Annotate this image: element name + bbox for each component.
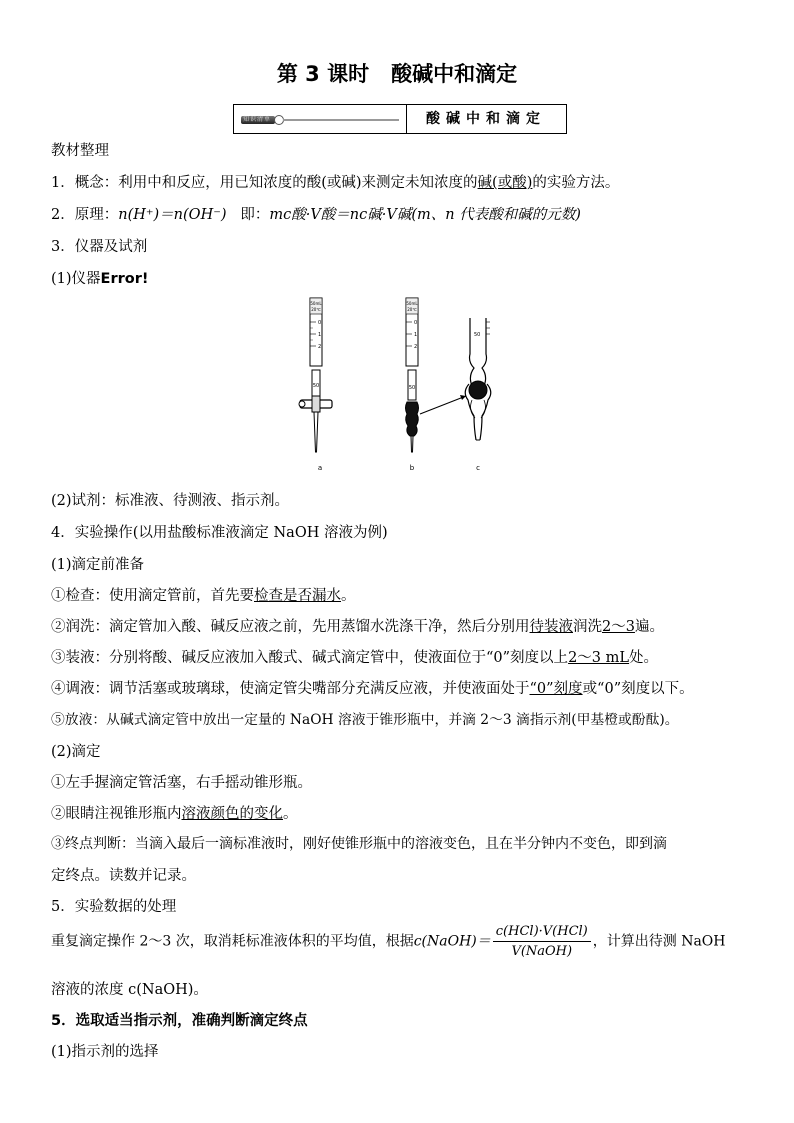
- release-line: ⑤放液：从碱式滴定管中放出一定量的 NaOH 溶液于锥形瓶中，并滴 2～3 滴指示剂(甲基橙或酚酞)。: [51, 712, 679, 728]
- concept-underlined: 碱(或酸): [477, 175, 533, 191]
- topic-banner: [233, 104, 567, 134]
- formula-lhs: c(NaOH)＝: [413, 933, 491, 950]
- endpoint-line-2: 定终点。读数并记录。: [51, 868, 196, 884]
- tick-2-b: 2: [414, 344, 418, 350]
- error-text: Error!: [100, 271, 149, 287]
- indicator-heading: 5．选取适当指示剂，准确判断滴定终点: [51, 1013, 308, 1029]
- page-title: [0, 58, 794, 88]
- data-line-1: 重复滴定操作 2～3 次，取消耗标准液体积的平均值，根据c(NaOH)＝ $\frac{\text{c(HCl)·V(HCl)}}{\text{V(NaOH)}}$ ，计算出待测 NaOH: [51, 924, 726, 959]
- tick-50-b: 50: [408, 385, 416, 391]
- rinse-underlined-1: 待装液: [529, 619, 573, 635]
- banner-decoration: [234, 105, 407, 133]
- principle-equation-1: n(H⁺)＝n(OH⁻): [118, 207, 227, 223]
- titration-step-1: ①左手握滴定管活塞，右手摇动锥形瓶。: [51, 775, 312, 791]
- formula-fraction: [493, 924, 591, 959]
- data-line-2: 溶液的浓度 c(NaOH)。: [51, 982, 208, 998]
- title-lesson: 第 3 课时: [276, 62, 370, 86]
- scale-top-a: 50mL: [310, 301, 322, 306]
- scale-temp-a: 20℃: [311, 307, 321, 312]
- titration-step-2: ②眼睛注视锥形瓶内溶液颜色的变化。: [51, 806, 298, 822]
- title-topic: 酸碱中和滴定: [391, 62, 518, 86]
- endpoint-line-1: ③终点判断：当滴入最后一滴标准液时，刚好使锥形瓶中的溶液变色，且在半分钟内不变色，即到滴: [51, 836, 667, 852]
- acid-burette: [299, 298, 332, 472]
- rinse-underlined-2: 2～3: [602, 619, 635, 635]
- adjust-underlined: “0”刻度: [529, 681, 583, 697]
- formula-denominator: V(NaOH): [511, 944, 573, 959]
- banner-text: 酸碱中和滴定: [426, 111, 546, 127]
- banner-bar: [283, 119, 399, 121]
- prep-heading: (1)滴定前准备: [51, 557, 145, 573]
- data-heading: 5．实验数据的处理: [51, 899, 177, 915]
- banner-chip-text: 知识清单: [243, 116, 272, 123]
- burette-figure: [290, 292, 510, 476]
- label-b: b: [409, 464, 415, 472]
- rinse-line: ②润洗：滴定管加入酸、碱反应液之前，先用蒸馏水洗涤干净，然后分别用待装液润洗2～3遍。: [51, 619, 664, 635]
- tick-1-a: 1: [318, 332, 322, 338]
- titration-underlined: 溶液颜色的变化: [181, 806, 283, 822]
- tick-2-a: 2: [318, 344, 322, 350]
- tick-50-c: 50: [474, 332, 481, 338]
- operation-heading: 4．实验操作(以用盐酸标准液滴定 NaOH 溶液为例): [51, 525, 388, 541]
- instruments-sub: (1)仪器Error!: [51, 271, 149, 287]
- base-burette: [406, 298, 467, 472]
- tick-50-a: 50: [312, 383, 320, 389]
- check-line: ①检查：使用滴定管前，首先要检查是否漏水。: [51, 588, 356, 604]
- scale-top-b: 50mL: [406, 301, 418, 306]
- label-c: c: [476, 464, 480, 472]
- fill-line: ③装液：分别将酸、碱反应液加入酸式、碱式滴定管中，使液面位于“0”刻度以上2～3 mL处。: [51, 650, 659, 666]
- principle-line: 2．原理：n(H⁺)＝n(OH⁻) 即：mc酸·V酸＝nc碱·V碱(m、n 代表酸和碱的元数): [51, 207, 581, 223]
- fill-underlined: 2～3 mL: [568, 650, 630, 666]
- reagents-line: (2)试剂：标准液、待测液、指示剂。: [51, 493, 290, 509]
- concept-line: 1．概念：利用中和反应，用已知浓度的酸(或碱)来测定未知浓度的碱(或酸)的实验方法。: [51, 175, 620, 191]
- section-heading: 教材整理: [51, 143, 109, 159]
- label-a: a: [317, 464, 323, 472]
- instruments-heading: 3．仪器及试剂: [51, 239, 148, 255]
- check-underlined: 检查是否漏水: [254, 588, 341, 604]
- glass-bead-detail: [465, 318, 491, 472]
- titration-heading: (2)滴定: [51, 744, 101, 760]
- principle-equation-2: mc酸·V酸＝nc碱·V碱(m、n 代表酸和碱的元数): [269, 207, 581, 223]
- tick-0-b: 0: [414, 320, 418, 326]
- formula-numerator: c(HCl)·V(HCl): [493, 924, 591, 942]
- scale-temp-b: 20℃: [407, 307, 417, 312]
- tick-1-b: 1: [414, 332, 418, 338]
- tick-0-a: 0: [318, 320, 322, 326]
- adjust-line: ④调液：调节活塞或玻璃球，使滴定管尖嘴部分充满反应液，并使液面处于“0”刻度或“0”刻度以下。: [51, 681, 694, 697]
- indicator-sub: (1)指示剂的选择: [51, 1044, 159, 1060]
